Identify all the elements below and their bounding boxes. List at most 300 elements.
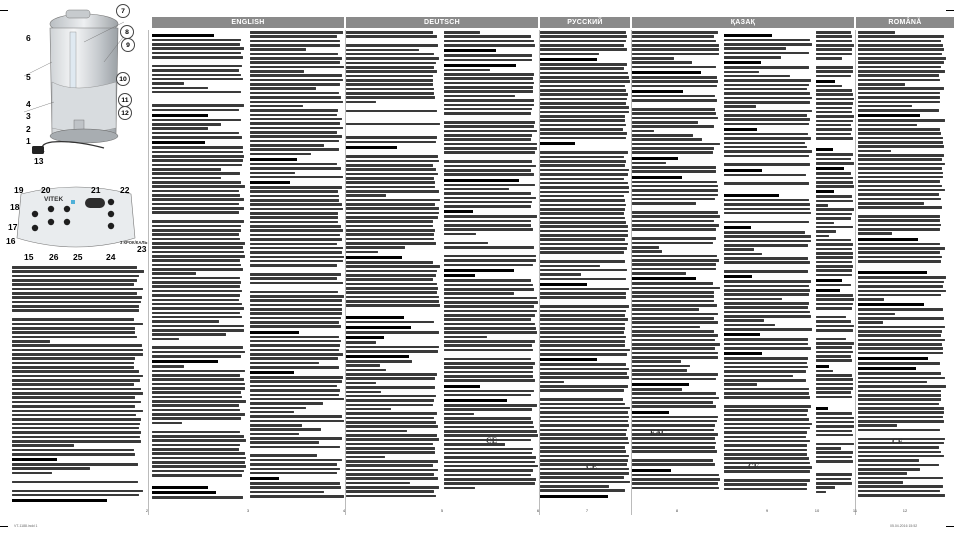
text-line: [12, 453, 135, 456]
text-line: [632, 255, 717, 258]
text-line: [346, 456, 385, 459]
text-line: [250, 472, 337, 475]
text-line: [858, 308, 943, 311]
text-line: [816, 200, 853, 203]
text-line: [12, 375, 143, 378]
text-line: [724, 123, 809, 126]
text-line: [858, 96, 940, 99]
text-line: [724, 71, 759, 74]
text-line: [858, 494, 945, 497]
text-line: [152, 151, 243, 154]
text-line: [540, 53, 599, 56]
text-line: [724, 315, 811, 318]
text-line: [250, 163, 337, 166]
text-line: [346, 199, 440, 202]
text-line: [632, 334, 718, 337]
text-line: [632, 343, 720, 346]
text-line: [816, 342, 854, 345]
text-line: [444, 147, 537, 150]
text-line: [152, 351, 245, 354]
text-line: [250, 158, 297, 161]
text-line: [540, 85, 625, 88]
text-line: [250, 459, 342, 462]
text-line: [858, 40, 941, 43]
text-line: [250, 167, 341, 170]
text-line: [724, 333, 760, 336]
text-line: [444, 90, 533, 93]
text-line: [250, 53, 338, 56]
text-line: [540, 398, 623, 401]
text-line: [346, 300, 439, 303]
text-line: [444, 469, 533, 472]
text-line: [152, 370, 245, 373]
text-line: [12, 283, 134, 286]
callout-15: 15: [24, 252, 34, 262]
text-line: [152, 259, 240, 262]
text-line: [858, 128, 940, 131]
text-line: [12, 292, 137, 295]
text-line: [632, 487, 719, 490]
text-line: [250, 424, 302, 427]
text-line: [724, 289, 810, 292]
callout-16: 16: [6, 236, 16, 246]
text-line: [250, 190, 338, 193]
text-line: [444, 246, 534, 249]
text-line: [816, 294, 853, 297]
text-line: [444, 426, 534, 429]
text-line: [540, 195, 624, 198]
text-line: [724, 47, 786, 50]
text-line: [346, 287, 438, 290]
text-line: [816, 284, 851, 287]
text-line: [540, 442, 629, 445]
text-line: [858, 381, 927, 384]
text-line: [250, 256, 344, 259]
text-line: [152, 255, 245, 258]
section-header-romana: ROMÂNĂ: [856, 17, 954, 28]
text-line: [250, 66, 344, 69]
text-line: [346, 225, 433, 228]
text-line: [250, 344, 340, 347]
text-line: [152, 496, 243, 499]
text-line: [152, 299, 239, 302]
text-line: [858, 394, 941, 397]
text-line: [152, 74, 241, 77]
text-line: [724, 146, 807, 149]
text-line: [250, 402, 323, 405]
text-line: [12, 366, 134, 369]
text-line: [632, 237, 716, 240]
text-line: [152, 333, 226, 336]
text-line: [632, 401, 713, 404]
text-line: [858, 180, 940, 183]
text-line: [632, 215, 720, 218]
text-line: [724, 388, 809, 391]
text-line: [540, 376, 629, 379]
text-line: [816, 434, 853, 437]
text-line: [858, 202, 924, 205]
text-line: [444, 318, 531, 321]
text-line: [444, 188, 509, 191]
text-line: [858, 339, 945, 342]
text-line: [540, 385, 628, 388]
text-line: [250, 353, 343, 356]
text-line: [632, 246, 659, 249]
text-line: [250, 199, 339, 202]
text-line: [858, 150, 891, 153]
text-line: [346, 464, 433, 467]
text-line: [632, 459, 713, 462]
text-line: [816, 482, 852, 485]
text-line: [816, 153, 853, 156]
text-line: [152, 251, 244, 254]
text-line: [632, 416, 718, 419]
text-line: [12, 467, 90, 470]
text-line: [152, 65, 242, 68]
text-line: [152, 268, 243, 271]
text-line: [250, 312, 342, 315]
text-line: [816, 478, 851, 481]
text-line: [152, 56, 243, 59]
text-line: [858, 347, 943, 350]
text-line: [12, 418, 141, 421]
text-line: [816, 177, 853, 180]
text-line: [444, 205, 531, 208]
text-line: [444, 169, 531, 172]
text-line: [724, 338, 808, 341]
text-line: [816, 75, 851, 78]
text-line: [444, 310, 537, 313]
text-line: [12, 357, 135, 360]
text-line: [724, 347, 811, 350]
text-line: [250, 109, 338, 112]
text-line: [540, 93, 628, 96]
text-line: [540, 331, 624, 334]
text-line: [632, 151, 713, 154]
text-line: [346, 382, 376, 385]
text-line: [346, 391, 381, 394]
text-line: [346, 168, 436, 171]
text-line: [540, 323, 625, 326]
text-line: [816, 66, 853, 69]
text-line: [816, 48, 852, 51]
text-line: [12, 392, 143, 395]
text-line: [724, 483, 807, 486]
text-line: [12, 494, 139, 497]
text-line: [250, 92, 339, 95]
text-line: [858, 290, 946, 293]
text-line: [724, 101, 810, 104]
text-line: [632, 326, 700, 329]
text-line: [858, 468, 920, 471]
text-line: [858, 490, 940, 493]
text-line: [540, 80, 630, 83]
text-line: [152, 486, 208, 489]
text-line: [632, 474, 719, 477]
text-line: [540, 44, 624, 47]
text-line: [632, 291, 714, 294]
text-line: [816, 473, 852, 476]
text-line: [816, 141, 854, 146]
text-line: [724, 39, 810, 42]
text-line: [346, 341, 376, 344]
text-line: [724, 34, 772, 37]
text-line: [250, 216, 338, 219]
text-line: [858, 256, 942, 259]
text-line: [858, 472, 907, 475]
text-line: [152, 185, 245, 188]
text-line: [816, 57, 842, 60]
callout-3: 3: [26, 111, 31, 121]
text-line: [346, 177, 434, 180]
text-line: [540, 160, 626, 163]
text-line: [444, 64, 516, 67]
text-line: [152, 378, 244, 381]
text-line: [632, 157, 678, 160]
text-line: [632, 268, 716, 271]
text-line: [444, 323, 535, 326]
text-line: [632, 134, 693, 137]
text-line: [152, 141, 205, 144]
text-line: [816, 185, 854, 188]
text-line: [250, 376, 343, 379]
text-line: [632, 282, 713, 285]
text-line: [816, 252, 853, 255]
text-line: [250, 463, 337, 466]
text-line: [250, 264, 337, 267]
text-line: [632, 198, 715, 201]
text-column-russian-2: [632, 31, 720, 511]
text-line: [632, 71, 701, 74]
text-line: [858, 109, 939, 112]
text-line: [346, 386, 435, 389]
text-line: [540, 234, 628, 237]
text-line: [632, 57, 674, 60]
text-line: [152, 355, 241, 358]
text-line: [724, 418, 809, 421]
text-line: [444, 151, 535, 154]
text-line: [346, 92, 434, 95]
text-line: [12, 340, 50, 343]
text-line: [724, 466, 812, 469]
text-line: [724, 226, 751, 229]
crop-mark: [946, 526, 954, 527]
text-line: [346, 430, 407, 433]
text-line: [444, 421, 533, 424]
text-line: [858, 251, 940, 254]
text-line: [816, 325, 854, 328]
text-line: [152, 69, 239, 72]
text-line: [444, 35, 531, 38]
crop-mark: [946, 10, 954, 11]
text-line: [152, 404, 239, 407]
text-line: [152, 312, 240, 315]
text-line: [858, 330, 942, 333]
text-line: [444, 314, 535, 317]
text-line: [540, 173, 628, 176]
text-line: [346, 190, 439, 193]
text-line: [816, 195, 852, 198]
text-line: [444, 336, 487, 339]
callout-7: 7: [116, 4, 130, 18]
text-line: [444, 215, 537, 218]
text-line: [346, 316, 404, 319]
text-line: [12, 336, 137, 339]
text-line: [816, 374, 852, 377]
text-line: [632, 108, 715, 111]
text-line: [858, 70, 945, 73]
text-line: [250, 477, 279, 480]
text-line: [152, 220, 244, 223]
text-line: [632, 397, 719, 400]
text-line: [250, 486, 341, 489]
text-line: [540, 437, 628, 440]
panel-label-right: 3 КРОК/КАЛЬ: [120, 240, 148, 245]
text-line: [632, 317, 714, 320]
section-header-deutsch: DEUTSCH: [346, 17, 538, 28]
section-header-russian: РУССКИЙ: [540, 17, 630, 28]
text-line: [540, 72, 628, 75]
text-line: [346, 373, 437, 376]
text-line: [816, 425, 854, 428]
text-line: [346, 434, 437, 437]
text-line: [632, 170, 716, 173]
text-line: [152, 439, 246, 442]
text-line: [250, 247, 343, 250]
text-line: [444, 130, 537, 133]
text-line: [632, 80, 718, 83]
text-line: [724, 212, 811, 215]
text-line: [540, 318, 628, 321]
text-line: [152, 52, 241, 55]
text-line: [858, 276, 946, 279]
text-line: [444, 138, 531, 141]
text-line: [152, 365, 184, 368]
page-number: 11: [852, 508, 858, 513]
text-line: [250, 291, 338, 294]
text-line: [346, 207, 439, 210]
text-line: [540, 292, 626, 295]
text-line: [152, 177, 221, 180]
page-number: 6: [536, 508, 540, 513]
text-line: [346, 70, 437, 73]
text-line: [858, 326, 945, 329]
text-line: [540, 389, 624, 392]
text-line: [444, 327, 536, 330]
text-line: [12, 485, 144, 490]
text-line: [816, 213, 852, 216]
text-line: [346, 242, 436, 245]
text-line: [632, 76, 717, 79]
text-line: [632, 95, 715, 98]
text-line: [816, 256, 853, 259]
text-line: [540, 212, 624, 215]
text-line: [540, 186, 629, 189]
ce-mark: CE: [586, 462, 598, 471]
text-line: [12, 279, 137, 282]
text-line: [250, 433, 299, 436]
text-line: [444, 179, 519, 182]
text-line: [858, 271, 927, 274]
text-line: [444, 31, 480, 34]
text-line: [250, 238, 342, 241]
text-line: [724, 362, 807, 365]
callout-11: 11: [118, 93, 132, 107]
text-line: [632, 181, 717, 184]
text-line: [346, 186, 435, 189]
text-line: [858, 198, 941, 201]
text-line: [346, 421, 436, 424]
text-line: [724, 302, 809, 305]
text-line: [152, 422, 182, 425]
text-line: [540, 416, 629, 419]
text-line: [250, 212, 338, 215]
text-line: [250, 468, 340, 471]
text-line: [250, 299, 342, 302]
text-line: [444, 125, 534, 128]
text-line: [250, 31, 343, 34]
text-line: [540, 344, 625, 347]
text-line: [858, 224, 941, 227]
text-line: [152, 146, 243, 149]
text-line: [858, 243, 940, 246]
text-line: [250, 101, 343, 104]
page-number: 2: [145, 508, 149, 513]
text-line: [632, 53, 719, 56]
text-line: [250, 380, 342, 383]
text-line: [152, 194, 240, 197]
text-line: [632, 300, 714, 303]
text-line: [858, 137, 943, 140]
text-line: [724, 405, 811, 408]
text-line: [632, 121, 698, 124]
text-line: [346, 443, 433, 446]
text-line: [724, 319, 764, 322]
text-line: [540, 420, 628, 423]
text-line: [540, 208, 625, 211]
text-line: [858, 44, 943, 47]
text-line: [152, 211, 239, 214]
text-line: [632, 185, 718, 188]
text-line: [250, 208, 343, 211]
text-line: [346, 355, 409, 358]
text-line: [444, 487, 475, 490]
print-slug-right: 05.04.2016 15:52: [890, 524, 918, 528]
text-line: [12, 410, 143, 413]
text-line: [12, 266, 137, 269]
text-line: [632, 308, 699, 311]
text-line: [250, 331, 299, 334]
text-line: [250, 411, 294, 414]
text-line: [346, 438, 439, 441]
text-line: [152, 277, 240, 280]
text-line: [816, 329, 853, 332]
text-line: [632, 143, 720, 146]
text-line: [816, 190, 834, 193]
text-line: [632, 228, 716, 231]
text-line: [250, 273, 341, 276]
text-line: [724, 84, 809, 87]
text-line: [250, 135, 342, 138]
text-line: [250, 114, 337, 117]
text-line: [152, 448, 239, 451]
text-line: [540, 111, 629, 114]
text-line: [540, 137, 626, 140]
text-column-kazakh-2: [816, 31, 854, 511]
text-line: [250, 181, 290, 184]
text-line: [444, 274, 475, 277]
text-line: [152, 78, 243, 81]
